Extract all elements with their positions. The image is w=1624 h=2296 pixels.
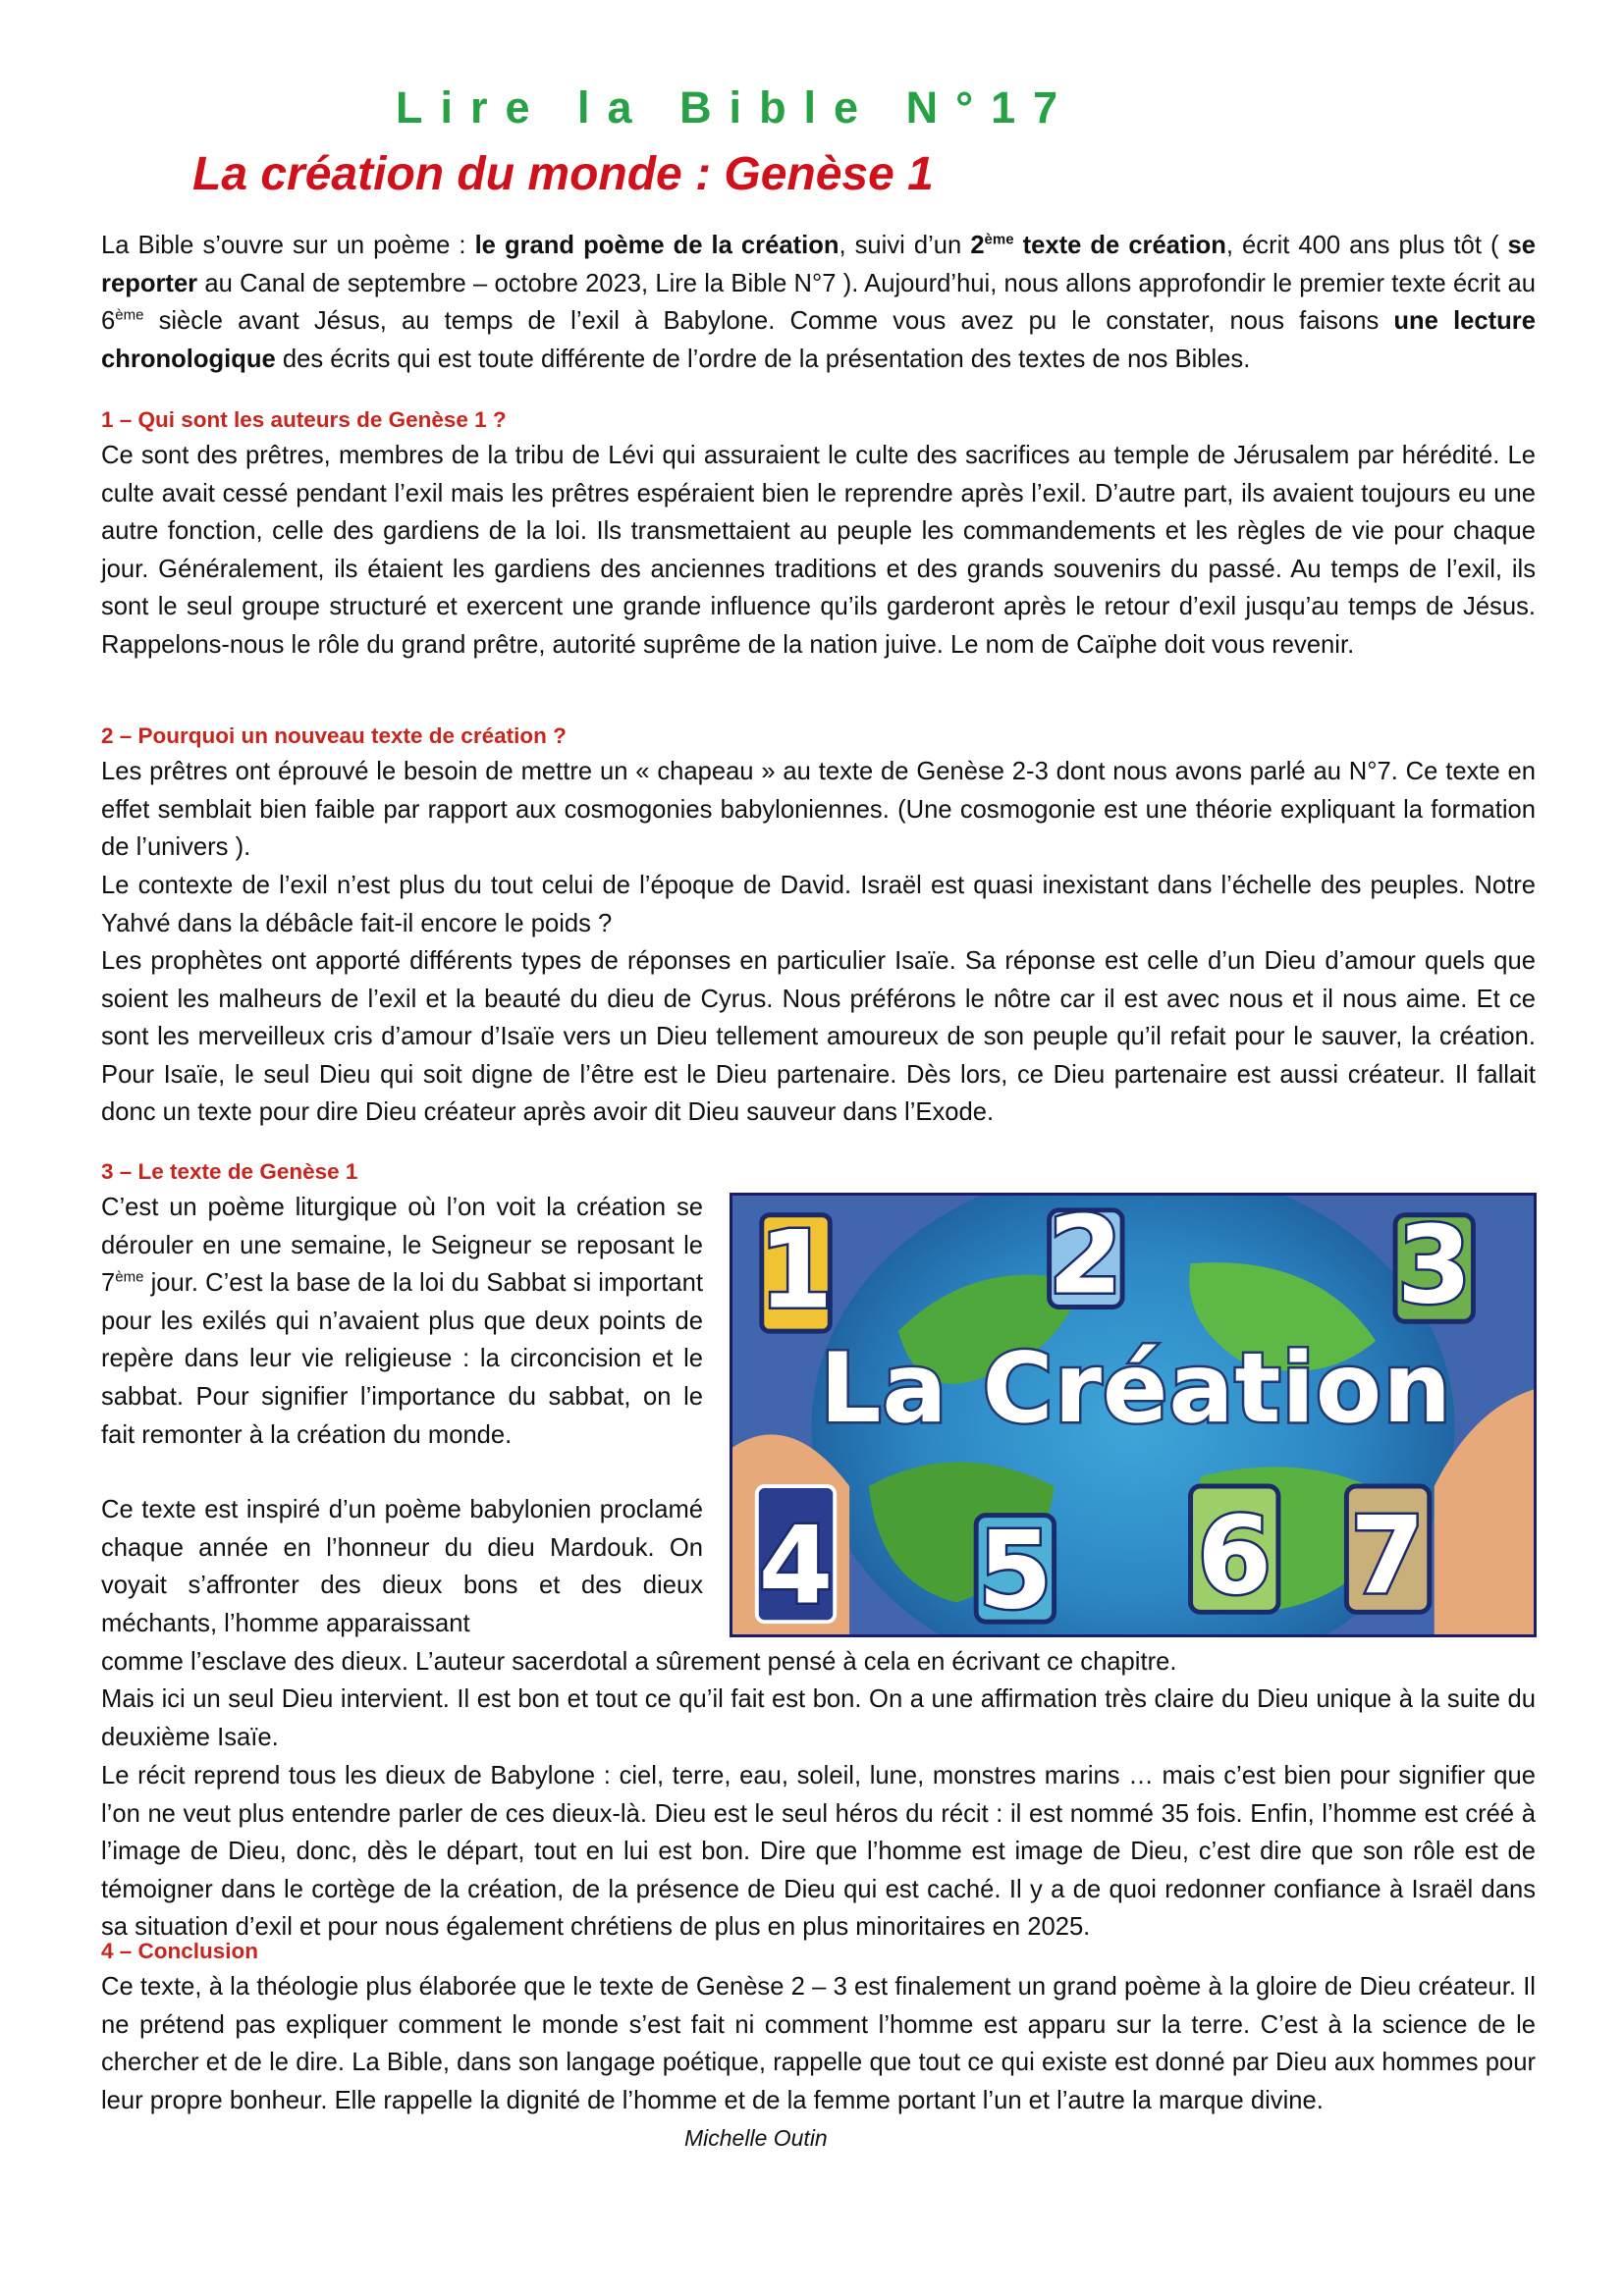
illustration-number: 2 [1048,1196,1123,1318]
intro-text: au Canal de septembre – octobre 2023, Lire la Bible N°7 ). Aujourd’hui, nous allons approfondir le premier texte écrit au 6 [101,269,1536,336]
intro-superscript: ème [984,231,1014,248]
intro-bold: le grand poème de la création [474,232,839,259]
intro-text: siècle avant Jésus, au temps de l’exil à Babylone. Comme vous avez pu le constater, nous faisons [143,307,1394,336]
section-1-text: Ce sont des prêtres, membres de la tribu de Lévi qui assuraient le culte des sacrifices au temple de Jérusalem par hérédité. Le culte avait cessé pendant l’exil mais les prêtres espéraient bien le reprendre après l’exil. D’autre part, ils avaient toujours eu une autre fonction, celle des gardiens de la loi. Ils transmettaient au peuple les commandements et les règles de vie pour chaque jour. Généralement, ils étaient les gardiens des anciennes traditions et des grands souvenirs du passé. Au temps de l’exil, ils sont le seul groupe structuré et exercent une grande influence qu’ils garderont après le retour d’exil jusqu’au temps de Jésus. Rappelons-nous le rôle du grand prêtre, autorité suprême de la nation juive. Le nom de Caïphe doit vous revenir. [101,442,1536,659]
section-2-heading: 2 – Pourquoi un nouveau texte de création ? [101,723,567,748]
section-3-continuation: comme l’esclave des dieux. L’auteur sacerdotal a sûrement pensé à cela en écrivant ce chapitre. [101,1648,1177,1676]
author-signature: Michelle Outin [684,2125,828,2151]
illustration-number: 4 [758,1503,834,1629]
section-3-paragraph-1 [101,1189,703,1454]
section-4-heading: 4 – Conclusion [101,1939,259,1963]
section-3-heading: 3 – Le texte de Genèse 1 [101,1159,358,1184]
intro-bold: 2 [970,232,985,259]
intro-bold: se reporter [101,232,1537,297]
intro-text: , écrit 400 ans plus tôt ( [1225,232,1508,259]
section-2-paragraph-3: Les prophètes ont apporté différents types de réponses en particulier Isaïe. Sa réponse est celle d’un Dieu d’amour quels que soient les malheurs de l’exil et la beauté du dieu de Cyrus. Nous préférons le nôtre car il est avec nous et il nous aime. Et ce sont les merveilleux cris d’amour d’Isaïe vers un Dieu tellement amoureux de son peuple qu’il refait pour le sauver, la création. Pour Isaïe, le seul Dieu qui soit digne de l’être est le Dieu partenaire. Dès lors, ce Dieu partenaire est aussi créateur. Il fallait donc un texte pour dire Dieu créateur après avoir dit Dieu sauveur dans l’Exode. [101,947,1536,1127]
intro-text: des écrits qui est toute différente de l’ordre de la présentation des textes de nos Bibles. [275,345,1251,373]
page-title: La création du monde : Genèse 1 [192,148,934,200]
intro-text: La Bible s’ouvre sur un poème : [101,232,475,259]
section-3-paragraph-2: Ce texte est inspiré d’un poème babylonien proclamé chaque année en l’honneur du dieu Mardouk. On voyait s’affronter des dieux bons et des dieux méchants, l’homme apparaissant [101,1496,703,1637]
section-1-heading: 1 – Qui sont les auteurs de Genèse 1 ? [101,407,507,432]
intro-paragraph [101,227,1536,378]
intro-text: , suivi d’un [839,232,971,259]
illustration-number: 6 [1197,1493,1272,1619]
illustration-number: 3 [1396,1202,1472,1328]
intro-bold: texte de création [1013,232,1226,259]
section-3-superscript: ème [115,1268,144,1286]
illustration-number: 1 [758,1207,834,1333]
section-2-paragraph-1: Les prêtres ont éprouvé le besoin de mettre un « chapeau » au texte de Genèse 2-3 dont nous avons parlé au N°7. Ce texte en effet semblait bien faible par rapport aux cosmogonies babyloniennes. (Une cosmogonie est une théorie expliquant la formation de l’univers ). [101,758,1536,862]
creation-illustration [730,1193,1537,1637]
illustration-number: 5 [977,1508,1053,1633]
section-3-paragraph-4: Le récit reprend tous les dieux de Babylone : ciel, terre, eau, soleil, lune, monstres marins … mais c’est bien pour signifier que l’on ne veut plus entendre parler de ces dieux-là. Dieu est le seul héros du récit : il est nommé 35 fois. Enfin, l’homme est créé à l’image de Dieu, donc, dès le départ, tout en lui est bon. Dire que l’homme est image de Dieu, c’est dire que son rôle est de témoigner dans le cortège de la création, de la présence de Dieu qui est caché. Il y a de quoi redonner confiance à Israël dans sa situation d’exil et pour nous également chrétiens de plus en plus minoritaires en 2025. [101,1762,1536,1942]
section-4-text: Ce texte, à la théologie plus élaborée que le texte de Genèse 2 – 3 est finalement un grand poème à la gloire de Dieu créateur. Il ne prétend pas expliquer comment le monde s’est fait ni comment l’homme est apparu sur la terre. C’est à la science de le chercher et de le dire. La Bible, dans son langage poétique, rappelle que tout ce qui existe est donné par Dieu aux hommes pour leur propre bonheur. Elle rappelle la dignité de l’homme et de la femme portant l’un et l’autre la marque divine. [101,1973,1536,2114]
illustration-number: 7 [1350,1493,1426,1619]
intro-bold: une lecture chronologique [101,307,1536,373]
section-2-paragraph-2: Le contexte de l’exil n’est plus du tout celui de l’époque de David. Israël est quasi inexistant dans l’échelle des peuples. Notre Yahvé dans la débâcle fait-il encore le poids ? [101,872,1536,937]
section-3-text: C’est un poème liturgique où l’on voit la création se dérouler en une semaine, le Seigneur se reposant le 7 [101,1194,703,1298]
illustration-title: La Création [819,1333,1453,1445]
section-3-text: jour. C’est la base de la loi du Sabbat si important pour les exilés qui n’avaient plus que deux points de repère dans leur vie religieuse : la circoncision et le sabbat. Pour signifier l’importance du sabbat, on le fait remonter à la création du monde. [101,1269,703,1449]
intro-superscript: ème [115,306,144,324]
series-title: Lire la Bible N°17 [396,82,1076,133]
section-3-paragraph-3: Mais ici un seul Dieu intervient. Il est bon et tout ce qu’il fait est bon. On a une affirmation très claire du Dieu unique à la suite du deuxième Isaïe. [101,1685,1536,1751]
